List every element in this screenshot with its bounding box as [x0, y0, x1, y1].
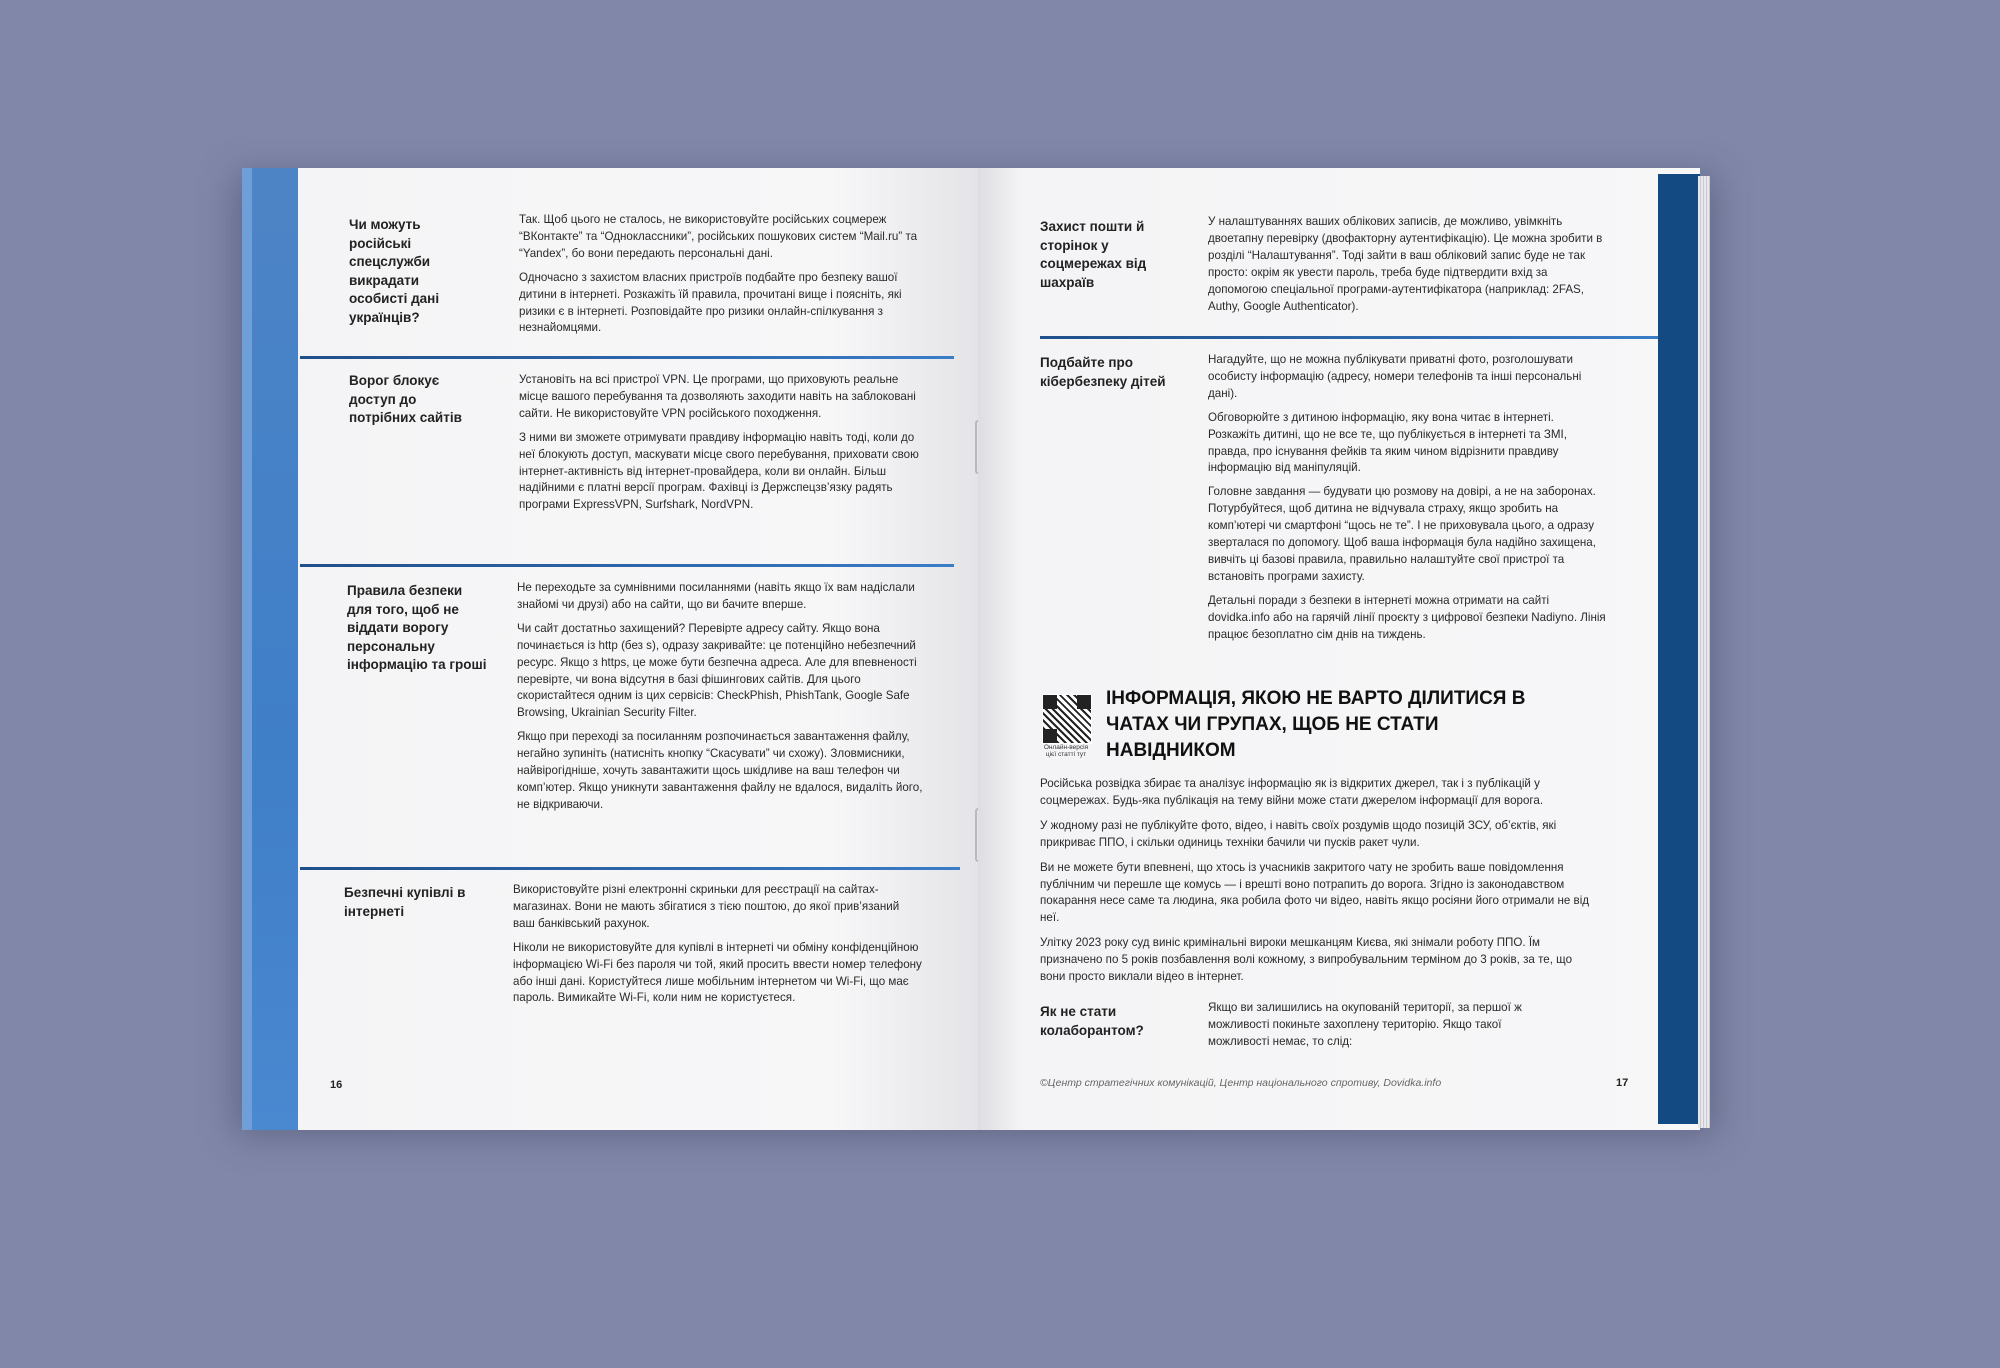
section-divider — [300, 356, 954, 359]
answer-paragraph: Не переходьте за сумнівними посиланнями (навіть якщо їх вам надіслали знайомі чи друзі) або на сайти, що ви бачите вперше. — [517, 581, 915, 611]
answer-paragraph: Головне завдання — будувати цю розмову на довірі, а не на заборонах. Потурбуйтеся, щоб дитина не відчувала страху, якщо зробить на комп’ютері чи смартфоні “щось не те”. І не приховувала цього, а одразу зверталася по допомогу. Щоб ваша інформація була надійно захищена, вивчіть ці базові правила, правильно налаштуйте свої пристрої та встановіть програми захисту. — [1208, 485, 1596, 583]
answer-paragraph: Установіть на всі пристрої VPN. Це програми, що приховують реальне місце вашого перебування та дозволяють заходити навіть на заблоковані сайти. Не використовуйте VPN російського походження. — [519, 373, 916, 420]
section-question: Безпечні купівлі в інтернеті — [344, 885, 466, 919]
section-answer — [1208, 214, 1608, 322]
section-answer — [1208, 1000, 1558, 1058]
section-question: Подбайте про кібербезпеку дітей — [1040, 355, 1166, 389]
left-page — [242, 168, 980, 1130]
answer-paragraph: Чи сайт достатньо захищений? Перевірте адресу сайту. Якщо вона починається із http (без s), одразу закривайте: це потенційно небезпечний ресурс. Якщо з https, це може бути безпечна адреса. Але для впевненості перевірте, чи вона відсутня в базі фішингових сайтів. Для цього скористайтеся одним із цих сервісів: CheckPhish, PhishTank, Google Safe Browsing, Ukrainian Security Filter. — [517, 621, 917, 720]
answer-paragraph: Одночасно з захистом власних пристроїв подбайте про безпеку вашої дитини в інтернеті. Розкажіть їй правила, прочитані вище і поясніть, які ризики є в інтернеті. Розповідайте про ризики онлайн-спілкування з незнайомцями. — [519, 270, 902, 335]
section-question: Ворог блокує доступ до потрібних сайтів — [349, 373, 462, 425]
section-question: Правила безпеки для того, щоб не віддати ворогу персональну інформацію та гроші — [347, 583, 487, 672]
section-answer — [517, 580, 927, 821]
article-body — [1040, 776, 1598, 994]
section-divider — [300, 564, 954, 567]
right-accent-bar — [1658, 174, 1700, 1124]
section-answer — [519, 212, 919, 344]
answer-paragraph: Ніколи не використовуйте для купівлі в інтернеті чи обміну конфіденційною інформацією Wi-Fi без пароля чи той, який просить ввести номер телефону або інші дані. Користуйтеся лише мобільним інтернетом чи Wi-Fi, що має пароль. Вимикайте Wi-Fi, коли ним не користуєтеся. — [513, 940, 922, 1005]
section-question: Чи можуть російські спецслужби викрадати особисті дані українців? — [349, 217, 440, 325]
qr-code[interactable] — [1042, 694, 1092, 744]
section-answer — [513, 882, 923, 1014]
answer-paragraph: Так. Щоб цього не сталось, не використовуйте російських соцмереж “ВКонтакте” та “Одноклассники”, російських пошукових систем “Mail.ru” та “Yandex”, бо вони передають персональні дані. — [519, 213, 918, 260]
answer-paragraph: З ними ви зможете отримувати правдиву інформацію навіть тоді, коли до неї блокують доступ, маскувати місце свого перебування, приховати свою інтернет-активність від інтернет-провайдера, коли ви онлайн. Більш надійними є платні версії програм. Фахівці із Держспецзв’язку радять програми ExpressVPN, Surfshark, NordVPN. — [519, 430, 919, 512]
section-question: Як не стати колаборантом? — [1040, 1004, 1144, 1038]
page-edges — [1698, 176, 1710, 1128]
section-divider — [300, 867, 960, 870]
body-paragraph: Російська розвідка збирає та аналізує інформацію як із відкритих джерел, так і з публікацій у соцмережах. Будь-яка публікація на тему війни може стати джерелом інформації для ворога. — [1040, 777, 1544, 807]
answer-paragraph: Нагадуйте, що не можна публікувати приватні фото, розголошувати особисту інформацію (адресу, номери телефонів та інші персональні дані). — [1208, 353, 1582, 400]
body-paragraph: Ви не можете бути впевнені, що хтось із учасників закритого чату не зробить ваше повідомлення публічним чи перешле ще комусь — і врешті воно потрапить до ворога. Згідно із законодавством покарання несе саме та людина, яка робила фото чи відео, навіть якщо росіяни його отримали не від неї. — [1040, 860, 1590, 925]
answer-paragraph: У налаштуваннях ваших облікових записів, де можливо, увімкніть двоетапну перевірку (двофакторну аутентифікацію). Це можна зробити в розділі “Налаштування”. Тоді зайти в ваш обліковий запис буде не так просто: окрім як увести пароль, треба буде підтвердити вхід за допомогою спеціальної програми-аутентифікатора (наприклад: 2FAS, Authy, Google Authenticator). — [1208, 215, 1603, 313]
left-accent-bar — [242, 168, 298, 1130]
section-question: Захист пошти й сторінок у соцмережах від шахраїв — [1040, 219, 1147, 290]
section-divider — [1040, 336, 1658, 339]
section-answer — [1208, 352, 1608, 651]
answer-paragraph: Детальні поради з безпеки в інтернеті можна отримати на сайті dovidka.info або на гарячій лінії проєкту з цифрової безпеки Nadiyno. Лінія працює безоплатно сім днів на тиждень. — [1208, 593, 1606, 641]
body-paragraph: У жодному разі не публікуйте фото, відео, і навіть своїх роздумів щодо позицій ЗСУ, об’єктів, які прикриває ППО, і скільки одиниць техніки бачили чи пусків ракет чули. — [1040, 818, 1557, 849]
section-answer — [519, 372, 919, 521]
qr-caption: Онлайн-версія цієї статті тут — [1043, 744, 1089, 758]
answer-paragraph: Якщо ви залишились на окупованій території, за першої ж можливості покиньте захоплену територію. Якщо такої можливості немає, то слід: — [1208, 1001, 1522, 1048]
answer-paragraph: Використовуйте різні електронні скриньки для реєстрації на сайтах-магазинах. Вони не мають збігатися з тією поштою, до якої прив’язаний ваш банківський рахунок. — [513, 883, 900, 930]
page-number: 17 — [1616, 1077, 1629, 1089]
section-heading: ІНФОРМАЦІЯ, ЯКОЮ НЕ ВАРТО ДІЛИТИСЯ В ЧАТАХ ЧИ ГРУПАХ, ЩОБ НЕ СТАТИ НАВІДНИКОМ — [1106, 688, 1526, 761]
answer-paragraph: Якщо при переході за посиланням розпочинається завантаження файлу, негайно зупиніть (натисніть кнопку “Скасувати” чи схожу). Зловмисники, найвірогідніше, хочуть завантажити щось шкідливе на ваш телефон чи комп’ютер. Якщо уникнути завантаження файлу не вдалося, видаліть його, не відкриваючи. — [517, 730, 923, 811]
footer-credit: ©Центр стратегічних комунікацій, Центр національного спротиву, Dovidka.info — [1040, 1077, 1442, 1089]
answer-paragraph: Обговорюйте з дитиною інформацію, яку вона читає в інтернеті. Розкажіть дитині, що не все те, що публікується в інтернеті та ЗМІ, правда, про існування фейків та яким чином відрізнити правдиву інформацію від маніпуляцій. — [1208, 410, 1567, 475]
right-page — [978, 168, 1700, 1130]
body-paragraph: Улітку 2023 року суд виніс кримінальні вироки мешканцям Києва, які знімали роботу ППО. Їм призначено по 5 років позбавлення волі кожному, з випробувальним терміном до 3 років, за те, що вони просто виклали відео в інтернет. — [1040, 936, 1573, 984]
page-number: 16 — [330, 1079, 343, 1091]
